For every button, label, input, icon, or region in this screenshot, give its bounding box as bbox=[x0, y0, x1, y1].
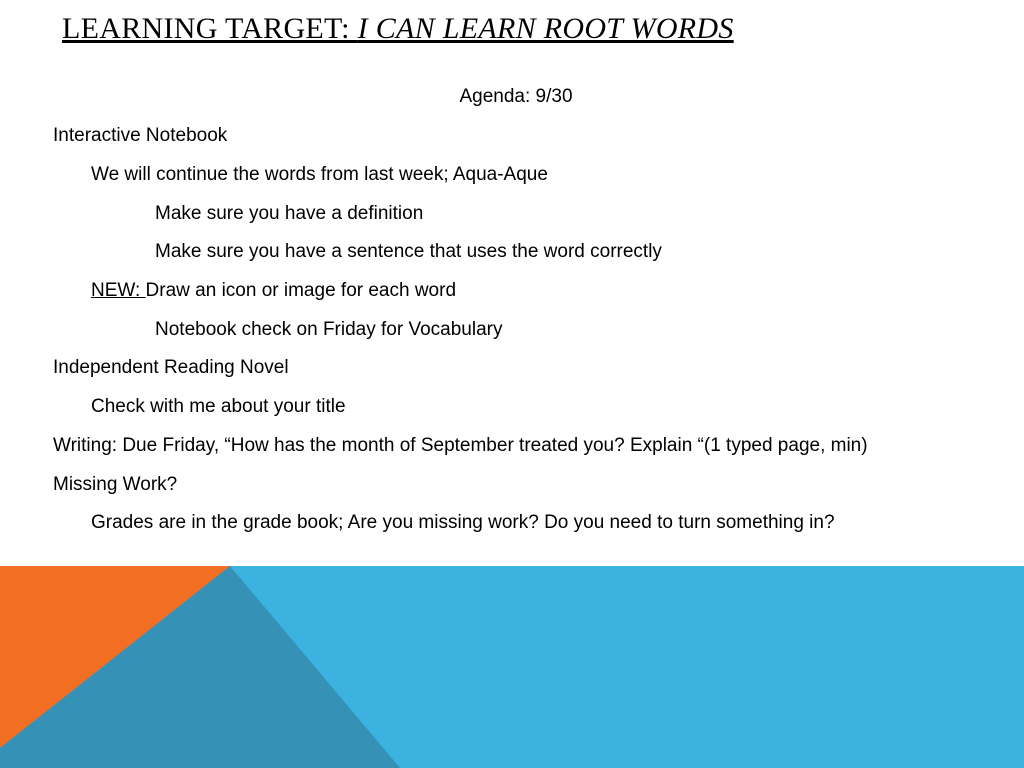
slide-title bbox=[62, 12, 734, 46]
list-item: Missing Work? bbox=[53, 474, 178, 495]
list-item: Interactive Notebook bbox=[53, 125, 228, 146]
list-item: Notebook check on Friday for Vocabulary bbox=[155, 319, 503, 340]
decorative-footer-band bbox=[0, 566, 1024, 768]
list-item: Writing: Due Friday, “How has the month of September treated you? Explain “(1 typed page, min) bbox=[53, 435, 868, 456]
title-italic: I CAN LEARN ROOT WORDS bbox=[357, 12, 734, 45]
list-item: Check with me about your title bbox=[91, 396, 346, 417]
title-prefix: LEARNING TARGET: bbox=[62, 12, 358, 45]
list-item: Make sure you have a definition bbox=[155, 203, 424, 224]
new-label: NEW: bbox=[91, 280, 146, 301]
agenda-heading: Agenda: 9/30 bbox=[459, 86, 573, 107]
list-item: Make sure you have a sentence that uses the word correctly bbox=[155, 241, 662, 262]
list-item: Independent Reading Novel bbox=[53, 357, 289, 378]
list-item: Grades are in the grade book; Are you missing work? Do you need to turn something in? bbox=[91, 512, 835, 533]
list-item bbox=[91, 279, 456, 303]
list-item: We will continue the words from last week; Aqua-Aque bbox=[91, 164, 548, 185]
new-text: Draw an icon or image for each word bbox=[145, 280, 457, 301]
